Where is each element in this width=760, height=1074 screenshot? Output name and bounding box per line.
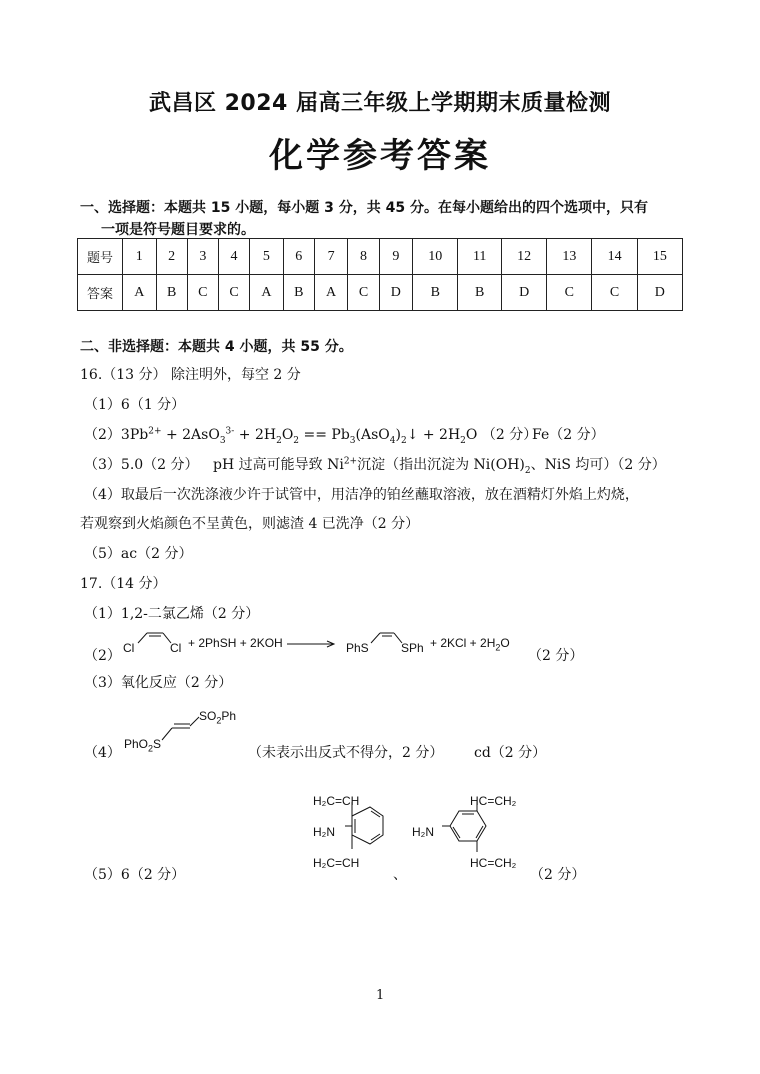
struct2-bottom-vinyl: HC=CH₂ (470, 856, 517, 870)
table-row-answers (78, 275, 683, 311)
table-cell: 8 (348, 239, 379, 275)
q17-part5-score: （2 分） (530, 867, 586, 883)
structure-separator: 、 (393, 867, 407, 883)
reactant-cl-right: Cl (170, 641, 182, 655)
table-cell: C (218, 275, 249, 311)
table-cell: 4 (218, 239, 249, 275)
table-cell: 5 (250, 239, 284, 275)
equation-text: O （2 分） (465, 427, 538, 443)
q16-part4-line2: 若观察到火焰颜色不呈黄色，则滤渣 4 已洗净（2 分） (80, 516, 420, 532)
formula-part: PhO (124, 737, 149, 751)
equation-text: 3Pb (120, 427, 149, 443)
product-sph: SPh (401, 641, 424, 655)
subscript: 2 (524, 465, 531, 476)
table-cell: B (156, 275, 187, 311)
table-cell: 11 (458, 239, 502, 275)
table-cell: 9 (379, 239, 413, 275)
products-text (430, 636, 510, 652)
vinyl-disulfone-bonds (160, 714, 202, 744)
q16-part2 (84, 424, 537, 446)
equation-text: + 2H (234, 427, 277, 443)
table-cell: 14 (592, 239, 637, 275)
so2ph-top (199, 709, 236, 725)
pho2s-left (124, 737, 161, 753)
subscript: 4 (389, 435, 396, 446)
subscript: 2 (400, 435, 407, 446)
subscript: 3 (349, 435, 356, 446)
q16-part5: （5）ac（2 分） (84, 546, 193, 562)
superscript: 2+ (148, 426, 162, 437)
reason-text: 沉淀（指出沉淀为 Ni(OH) (357, 457, 525, 473)
formula-part: SO (199, 709, 217, 723)
table-cell: D (502, 275, 547, 311)
q16-part2-fe: Fe（2 分） (532, 427, 605, 443)
superscript: 3- (225, 426, 235, 437)
struct2-benzene-ring (432, 806, 494, 858)
page-number: 1 (376, 988, 385, 1003)
table-row-questions (78, 239, 683, 275)
table-cell: D (637, 275, 682, 311)
table-cell: 12 (502, 239, 547, 275)
reason-text: pH 过高可能导致 Ni (213, 457, 344, 473)
table-cell: 13 (547, 239, 592, 275)
product-phs: PhS (346, 641, 369, 655)
products-part: O (500, 636, 510, 650)
subscript: 2 (216, 715, 222, 726)
equation-text: ) (395, 427, 401, 443)
subscript: 2 (148, 743, 154, 754)
equation-text: + 2AsO (161, 427, 220, 443)
table-cell: 15 (637, 239, 682, 275)
q16-part4-line1: （4）取最后一次洗涤液少许于试管中，用洁净的铂丝蘸取溶液，放在酒精灯外焰上灼烧， (84, 487, 639, 503)
table-cell: 10 (413, 239, 458, 275)
row-label-answers: 答案 (78, 275, 123, 311)
q17-part4-label: （4） (84, 745, 121, 761)
page-title: 武昌区 2024 届高三年级上学期期末质量检测 (148, 91, 612, 116)
q17-part4-note: （未表示出反式不得分，2 分） (248, 745, 444, 761)
q17-header: 17.（14 分） (80, 576, 167, 592)
q17-part4-cd: cd（2 分） (474, 745, 547, 761)
q17-part1: （1）1,2-二氯乙烯（2 分） (84, 606, 260, 622)
table-cell: D (379, 275, 413, 311)
struct2-top-vinyl: HC=CH₂ (470, 794, 517, 808)
struct1-bottom-vinyl: H₂C=CH (313, 856, 360, 870)
table-cell: 7 (314, 239, 348, 275)
struct1-top-vinyl: H₂C=CH (313, 794, 360, 808)
q17-part3: （3）氧化反应（2 分） (84, 675, 233, 691)
reaction-arrow (287, 640, 337, 648)
subscript: 2 (276, 435, 282, 446)
products-part: + 2KCl + 2H (430, 636, 496, 650)
section2-title: 二、非选择题：本题共 4 小题，共 55 分。 (80, 339, 353, 355)
subscript: 2 (495, 642, 501, 653)
table-cell: 6 (283, 239, 314, 275)
table-cell: B (413, 275, 458, 311)
q17-part2-score: （2 分） (528, 648, 584, 664)
q16-part1: （1）6（1 分） (84, 397, 186, 413)
table-cell: 2 (156, 239, 187, 275)
equation-text: O (281, 427, 294, 443)
dichloroethene-bonds (135, 630, 175, 652)
q16-part2-label: （2） (84, 427, 121, 443)
q16-part3-answer: （3）5.0（2 分） (84, 457, 199, 473)
formula-part: S (153, 737, 162, 751)
reason-text: 、NiS 均可）（2 分） (530, 457, 666, 473)
table-cell: A (123, 275, 157, 311)
table-cell: B (458, 275, 502, 311)
reactant-cl-left: Cl (123, 641, 135, 655)
table-cell: A (314, 275, 348, 311)
struct2-amino: H₂N (412, 825, 434, 839)
struct1-amino: H₂N (313, 825, 335, 839)
table-cell: C (592, 275, 637, 311)
section1-title-line2: 一项是符号题目要求的。 (101, 222, 255, 238)
q16-part3-reason (213, 454, 666, 476)
subscript: 2 (460, 435, 466, 446)
equation-text: (AsO (355, 427, 390, 443)
table-cell: C (547, 275, 592, 311)
section1-title-line1: 一、选择题：本题共 15 小题，每小题 3 分，共 45 分。在每小题给出的四个选项中，只有 (80, 200, 648, 216)
table-cell: C (187, 275, 218, 311)
q17-part5: （5）6（2 分） (84, 867, 186, 883)
answer-table (77, 238, 683, 311)
superscript: 2+ (343, 456, 358, 467)
subscript: 2 (293, 435, 300, 446)
formula-part: Ph (221, 709, 237, 723)
q17-part2-label: （2） (84, 648, 121, 664)
reagents-text: + 2PhSH + 2KOH (188, 636, 283, 650)
subscript: 3 (219, 435, 226, 446)
equation-text: ↓ + 2H (406, 427, 461, 443)
table-cell: C (348, 275, 379, 311)
q16-header: 16.（13 分） 除注明外，每空 2 分 (80, 367, 301, 383)
equation-text: == Pb (299, 427, 350, 443)
table-cell: 3 (187, 239, 218, 275)
table-cell: A (250, 275, 284, 311)
struct1-benzene-ring (335, 806, 387, 858)
table-cell: 1 (123, 239, 157, 275)
page-subtitle: 化学参考答案 (269, 136, 491, 176)
row-label-questions: 题号 (78, 239, 123, 275)
table-cell: B (283, 275, 314, 311)
